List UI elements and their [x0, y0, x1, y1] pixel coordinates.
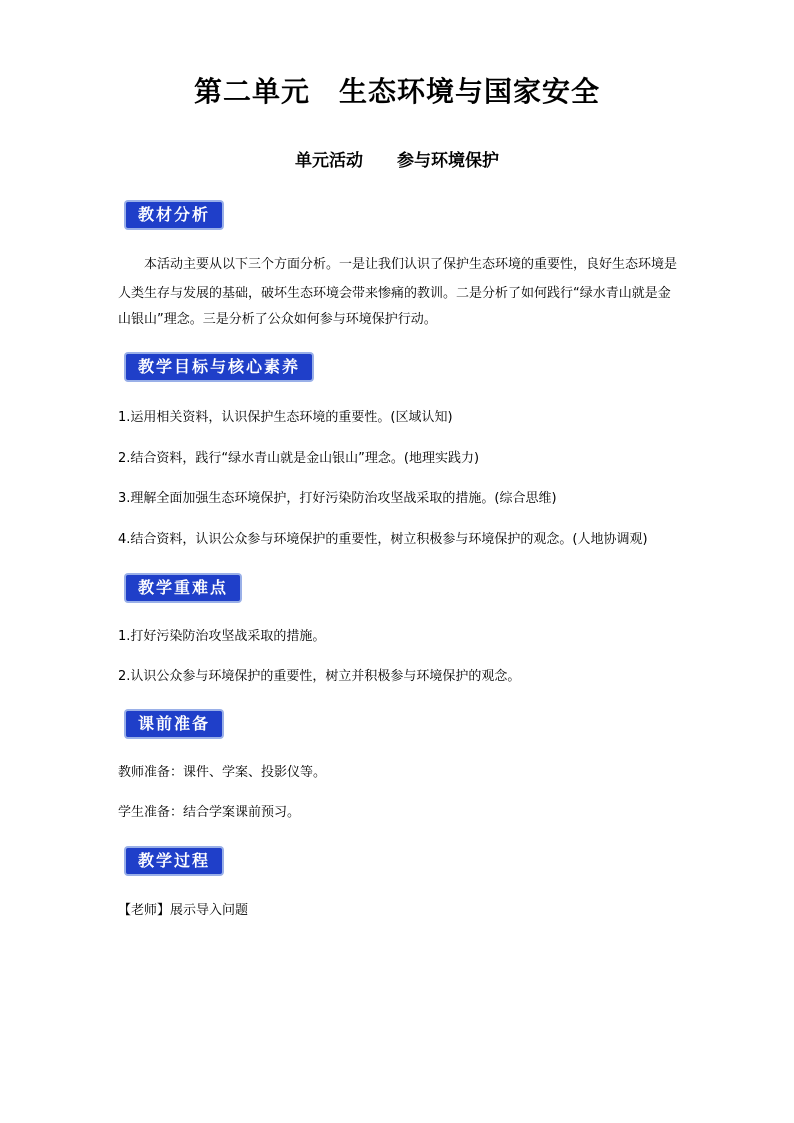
section-heading-objectives — [124, 352, 314, 382]
objective-item: 1.运用相关资料，认识保护生态环境的重要性。(区域认知) — [118, 410, 453, 425]
section-heading-preparation — [124, 709, 224, 739]
key-point-item: 1.打好污染防治攻坚战采取的措施。 — [118, 629, 326, 644]
preparation-item: 教师准备：课件、学案、投影仪等。 — [118, 765, 327, 780]
analysis-paragraph-line: 人类生存与发展的基础，破坏生态环境会带来惨痛的教训。二是分析了如何践行“绿水青山就是金 — [118, 286, 671, 301]
analysis-paragraph-line: 本活动主要从以下三个方面分析。一是让我们认识了保护生态环境的重要性，良好生态环境是 — [118, 257, 678, 272]
process-item: 【老师】展示导入问题 — [118, 903, 249, 918]
objective-item: 2.结合资料，践行“绿水青山就是金山银山”理念。(地理实践力) — [118, 451, 480, 466]
section-heading-objectives-label: 教学目标与核心素养 — [126, 354, 312, 380]
page-title: 第二单元 生态环境与国家安全 — [193, 75, 600, 108]
section-heading-key-points — [124, 573, 242, 603]
analysis-paragraph-line: 山银山”理念。三是分析了公众如何参与环境保护行动。 — [118, 312, 437, 327]
objective-item: 3.理解全面加强生态环境保护，打好污染防治攻坚战采取的措施。(综合思维) — [118, 491, 557, 506]
section-heading-analysis — [124, 200, 224, 230]
section-heading-process-label: 教学过程 — [126, 848, 222, 874]
key-point-item: 2.认识公众参与环境保护的重要性，树立并积极参与环境保护的观念。 — [118, 669, 521, 684]
objective-item: 4.结合资料，认识公众参与环境保护的重要性，树立积极参与环境保护的观念。(人地协调观) — [118, 532, 648, 547]
section-heading-process — [124, 846, 224, 876]
section-heading-preparation-label: 课前准备 — [126, 711, 222, 737]
section-heading-key-points-label: 教学重难点 — [126, 575, 240, 601]
page-subtitle: 单元活动 参与环境保护 — [295, 151, 499, 171]
preparation-item: 学生准备：结合学案课前预习。 — [118, 805, 301, 820]
section-heading-analysis-label: 教材分析 — [126, 202, 222, 228]
